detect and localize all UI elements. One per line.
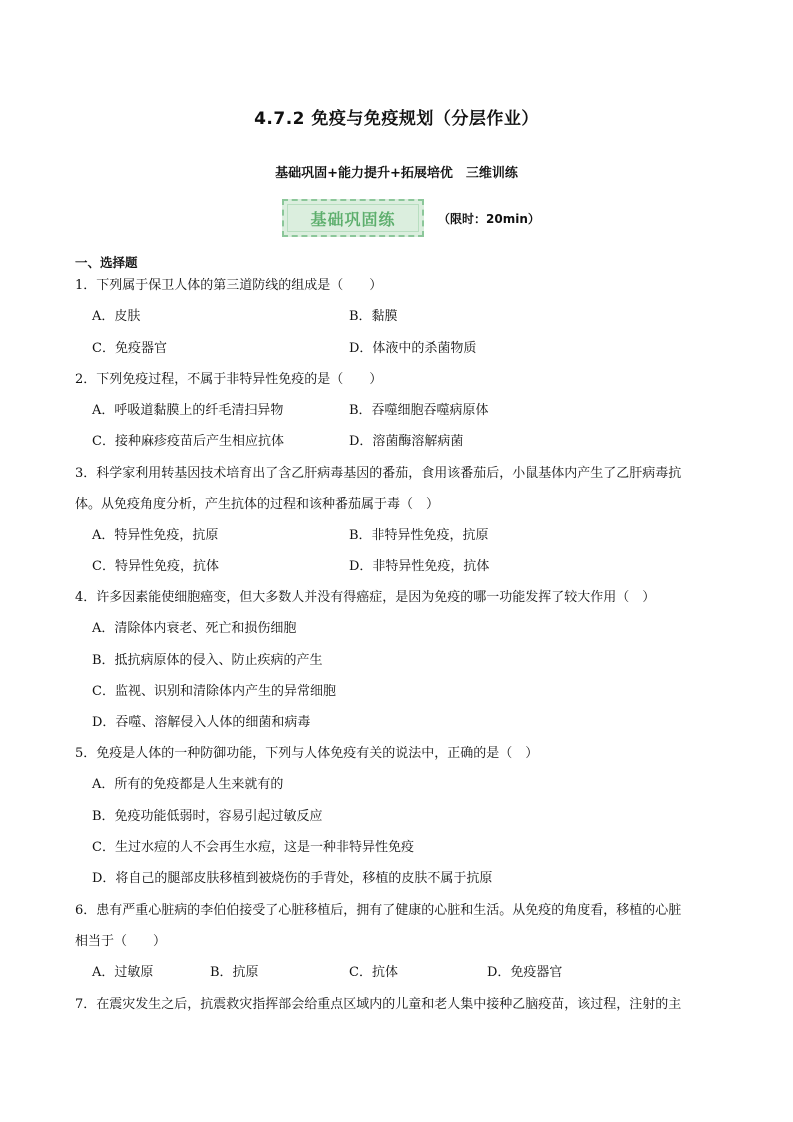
question-3-option-a: A．特异性免疫，抗原: [92, 528, 219, 543]
question-6-stem-line-1: 6．患有严重心脏病的李伯伯接受了心脏移植后，拥有了健康的心脏和生活。从免疫的角度看，移植的心脏: [75, 903, 682, 918]
question-5-stem: 5．免疫是人体的一种防御功能，下列与人体免疫有关的说法中，正确的是（ ）: [75, 746, 539, 761]
question-2-option-b: B．吞噬细胞吞噬病原体: [349, 403, 489, 418]
question-3-option-b: B．非特异性免疫，抗原: [349, 528, 489, 543]
question-1-option-d: D．体液中的杀菌物质: [349, 341, 477, 356]
section-heading: 一、选择题: [75, 255, 138, 270]
question-1-stem: 1．下列属于保卫人体的第三道防线的组成是（ ）: [75, 278, 383, 293]
question-3-option-c: C．特异性免疫，抗体: [92, 559, 219, 574]
question-1-option-b: B．黏膜: [349, 309, 398, 324]
question-2-option-d: D．溶菌酶溶解病菌: [349, 434, 464, 449]
practice-badge-label: 基础巩固练: [310, 209, 396, 229]
question-4-stem: 4．许多因素能使细胞癌变，但大多数人并没有得癌症，是因为免疫的哪一功能发挥了较大作用（ ）: [75, 590, 656, 605]
question-1-option-c: C．免疫器官: [92, 341, 167, 356]
page-subtitle: 基础巩固+能力提升+拓展培优 三维训练: [275, 166, 518, 181]
question-7-stem: 7．在震灾发生之后，抗震救灾指挥部会给重点区域内的儿童和老人集中接种乙脑疫苗，该过程，注射的主: [75, 997, 682, 1012]
practice-badge: [282, 199, 424, 237]
question-4-option-a: A．清除体内衰老、死亡和损伤细胞: [92, 621, 297, 636]
question-1-option-a: A．皮肤: [92, 309, 141, 324]
question-5-option-a: A．所有的免疫都是人生来就有的: [92, 777, 284, 792]
question-6-option-a: A．过敏原: [92, 965, 154, 980]
question-4-option-b: B．抵抗病原体的侵入、防止疾病的产生: [92, 653, 323, 668]
question-3-option-d: D．非特异性免疫，抗体: [349, 559, 490, 574]
question-3-stem-line-1: 3．科学家利用转基因技术培育出了含乙肝病毒基因的番茄，食用该番茄后，小鼠基体内产生了乙肝病毒抗: [75, 466, 682, 481]
question-5-option-b: B．免疫功能低弱时，容易引起过敏反应: [92, 809, 323, 824]
question-4-option-d: D．吞噬、溶解侵入人体的细菌和病毒: [92, 715, 311, 730]
question-2-option-c: C．接种麻疹疫苗后产生相应抗体: [92, 434, 284, 449]
question-5-option-c: C．生过水痘的人不会再生水痘，这是一种非特异性免疫: [92, 840, 414, 855]
question-6-option-d: D．免疫器官: [487, 965, 563, 980]
question-6-option-c: C．抗体: [349, 965, 398, 980]
question-2-stem: 2．下列免疫过程，不属于非特异性免疫的是（ ）: [75, 372, 383, 387]
question-6-stem-line-2: 相当于（ ）: [75, 934, 167, 949]
question-5-option-d: D．将自己的腿部皮肤移植到被烧伤的手背处，移植的皮肤不属于抗原: [92, 871, 493, 886]
question-3-stem-line-2: 体。从免疫角度分析，产生抗体的过程和该种番茄属于毒（ ）: [75, 497, 440, 512]
time-limit: （限时：20min）: [438, 212, 540, 226]
question-4-option-c: C．监视、识别和清除体内产生的异常细胞: [92, 684, 336, 699]
question-2-option-a: A．呼吸道黏膜上的纤毛清扫异物: [92, 403, 284, 418]
page-title: 4.7.2 免疫与免疫规划（分层作业）: [254, 109, 539, 129]
question-6-option-b: B．抗原: [210, 965, 259, 980]
